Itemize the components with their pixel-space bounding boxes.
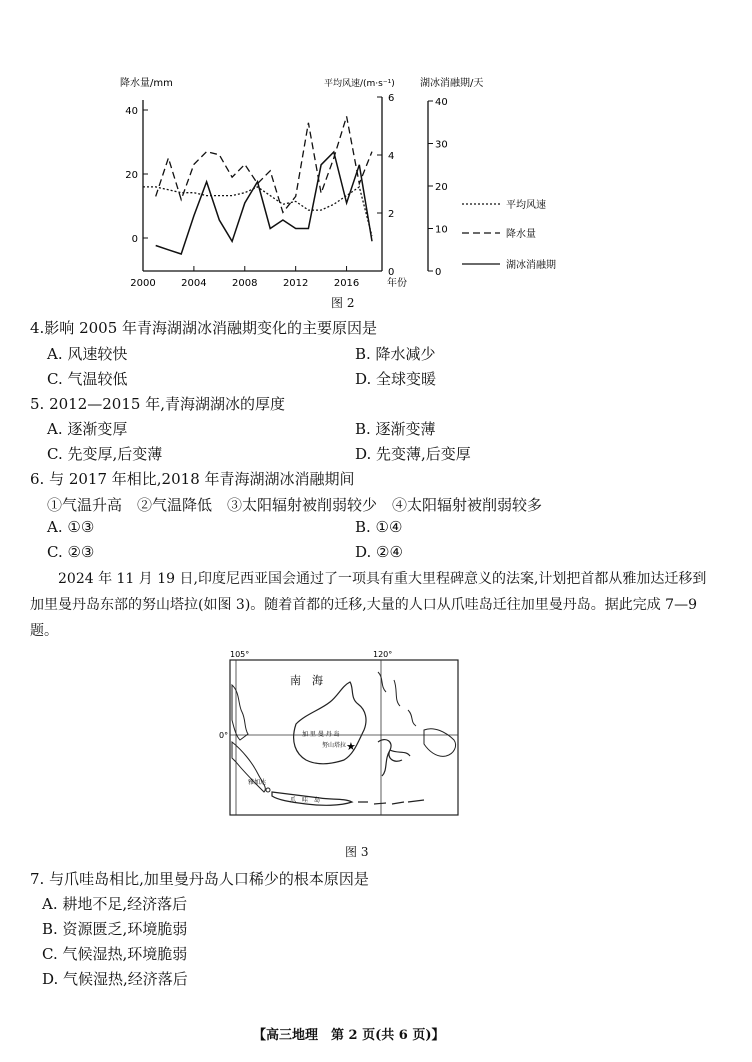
precip-tick-label: 0 <box>131 234 138 245</box>
jakarta-marker-icon <box>266 788 270 792</box>
figure-2-chart <box>0 0 752 312</box>
legend-label-precip: 降水量 <box>506 229 536 240</box>
q6-option-c[interactable]: C. ②③ <box>47 543 95 561</box>
precip-axis-label: 降水量/mm <box>120 78 173 89</box>
wind-tick-label: 4 <box>388 151 395 162</box>
wind-tick-label: 0 <box>388 267 395 278</box>
x-tick-label: 2008 <box>232 278 258 289</box>
question-5-stem: 5. 2012—2015 年,青海湖湖冰的厚度 <box>30 395 285 413</box>
q4-option-c[interactable]: C. 气温较低 <box>47 370 128 388</box>
ice-tick-label: 40 <box>435 97 448 108</box>
ice-tick-label: 0 <box>435 267 442 278</box>
java-label: 爪 哇 岛 <box>290 797 321 804</box>
ice-tick-label: 30 <box>435 139 448 151</box>
q4-option-a[interactable]: A. 风速较快 <box>47 345 128 363</box>
q6-option-b[interactable]: B. ①④ <box>355 518 403 536</box>
x-tick-label: 2016 <box>333 278 360 289</box>
precip-tick-label: 20 <box>125 170 138 181</box>
legend-label-ice: 湖冰消融期 <box>506 260 556 271</box>
q7-option-d[interactable]: D. 气候湿热,经济落后 <box>42 970 188 988</box>
sulawesi-outline <box>378 740 410 776</box>
q6-option-d[interactable]: D. ②④ <box>355 543 403 561</box>
q5-option-a[interactable]: A. 逐渐变厚 <box>47 420 128 438</box>
q5-option-d[interactable]: D. 先变薄,后变厚 <box>355 445 471 463</box>
q7-option-b[interactable]: B. 资源匮乏,环境脆弱 <box>42 920 188 938</box>
ice-tick-label: 10 <box>435 224 448 236</box>
wind-tick-label: 6 <box>388 93 395 104</box>
precip-tick-label: 40 <box>125 106 138 117</box>
q4-option-d[interactable]: D. 全球变暖 <box>355 370 437 388</box>
page-footer: 【高三地理 第 2 页(共 6 页)】 <box>253 1028 445 1043</box>
wind-axis-label: 平均风速/(m·s⁻¹) <box>324 79 395 89</box>
sea-label: 南 海 <box>290 674 323 687</box>
q5-option-c[interactable]: C. 先变厚,后变薄 <box>47 445 163 463</box>
figure-2-caption: 图 2 <box>331 296 355 310</box>
lon-120-label: 120° <box>373 650 393 659</box>
figure-3-map <box>218 650 468 840</box>
jakarta-label: 雅加达 <box>248 779 267 786</box>
philippines-outline <box>378 672 416 726</box>
new-guinea-outline <box>424 729 456 757</box>
lesser-sunda-outline <box>358 800 424 804</box>
legend-label-wind: 平均风速 <box>506 200 546 211</box>
x-tick-label: 2000 <box>130 278 156 289</box>
wind-tick-label: 2 <box>388 209 395 220</box>
lat-0-label: 0° <box>219 731 229 740</box>
q6-option-a[interactable]: A. ①③ <box>47 518 95 536</box>
x-tick-label: 2004 <box>181 278 207 289</box>
island-label: 加 里 曼 丹 岛 <box>302 731 340 738</box>
series-line-wind <box>143 187 372 236</box>
question-4-stem: 4.影响 2005 年青海湖湖冰消融期变化的主要原因是 <box>30 319 378 337</box>
x-tick-label: 2012 <box>282 278 309 289</box>
x-axis-label: 年份 <box>387 278 407 289</box>
q7-option-c[interactable]: C. 气候湿热,环境脆弱 <box>42 945 188 963</box>
q5-option-b[interactable]: B. 逐渐变薄 <box>355 420 436 438</box>
ice-tick-label: 20 <box>435 182 448 193</box>
q7-option-a[interactable]: A. 耕地不足,经济落后 <box>42 895 188 913</box>
passage-text: 2024 年 11 月 19 日,印度尼西亚国会通过了一项具有重大里程碑意义的法案,计划把首都从雅加达迁移到加里曼丹岛东部的努山塔拉(如图 3)。随着首都的迁移,大量的人口从爪哇岛迁往加里曼丹岛。据此完成 7—9 题。 <box>30 571 707 639</box>
lon-105-label: 105° <box>230 650 250 659</box>
ice-axis-label: 湖冰消融期/天 <box>420 78 484 89</box>
series-line-precip <box>156 116 372 212</box>
q6-statements: ①气温升高 ②气温降低 ③太阳辐射被削弱较少 ④太阳辐射被削弱较多 <box>47 496 543 514</box>
malay-peninsula-outline <box>232 685 248 740</box>
capital-star-icon: ★ <box>346 740 356 753</box>
q4-option-b[interactable]: B. 降水减少 <box>355 345 436 363</box>
figure-3-caption: 图 3 <box>345 845 369 859</box>
capital-label: 努山塔拉 <box>322 742 347 749</box>
question-6-stem: 6. 与 2017 年相比,2018 年青海湖湖冰消融期间 <box>30 470 355 488</box>
question-7-stem: 7. 与爪哇岛相比,加里曼丹岛人口稀少的根本原因是 <box>30 870 369 888</box>
series-line-ice <box>156 152 372 254</box>
